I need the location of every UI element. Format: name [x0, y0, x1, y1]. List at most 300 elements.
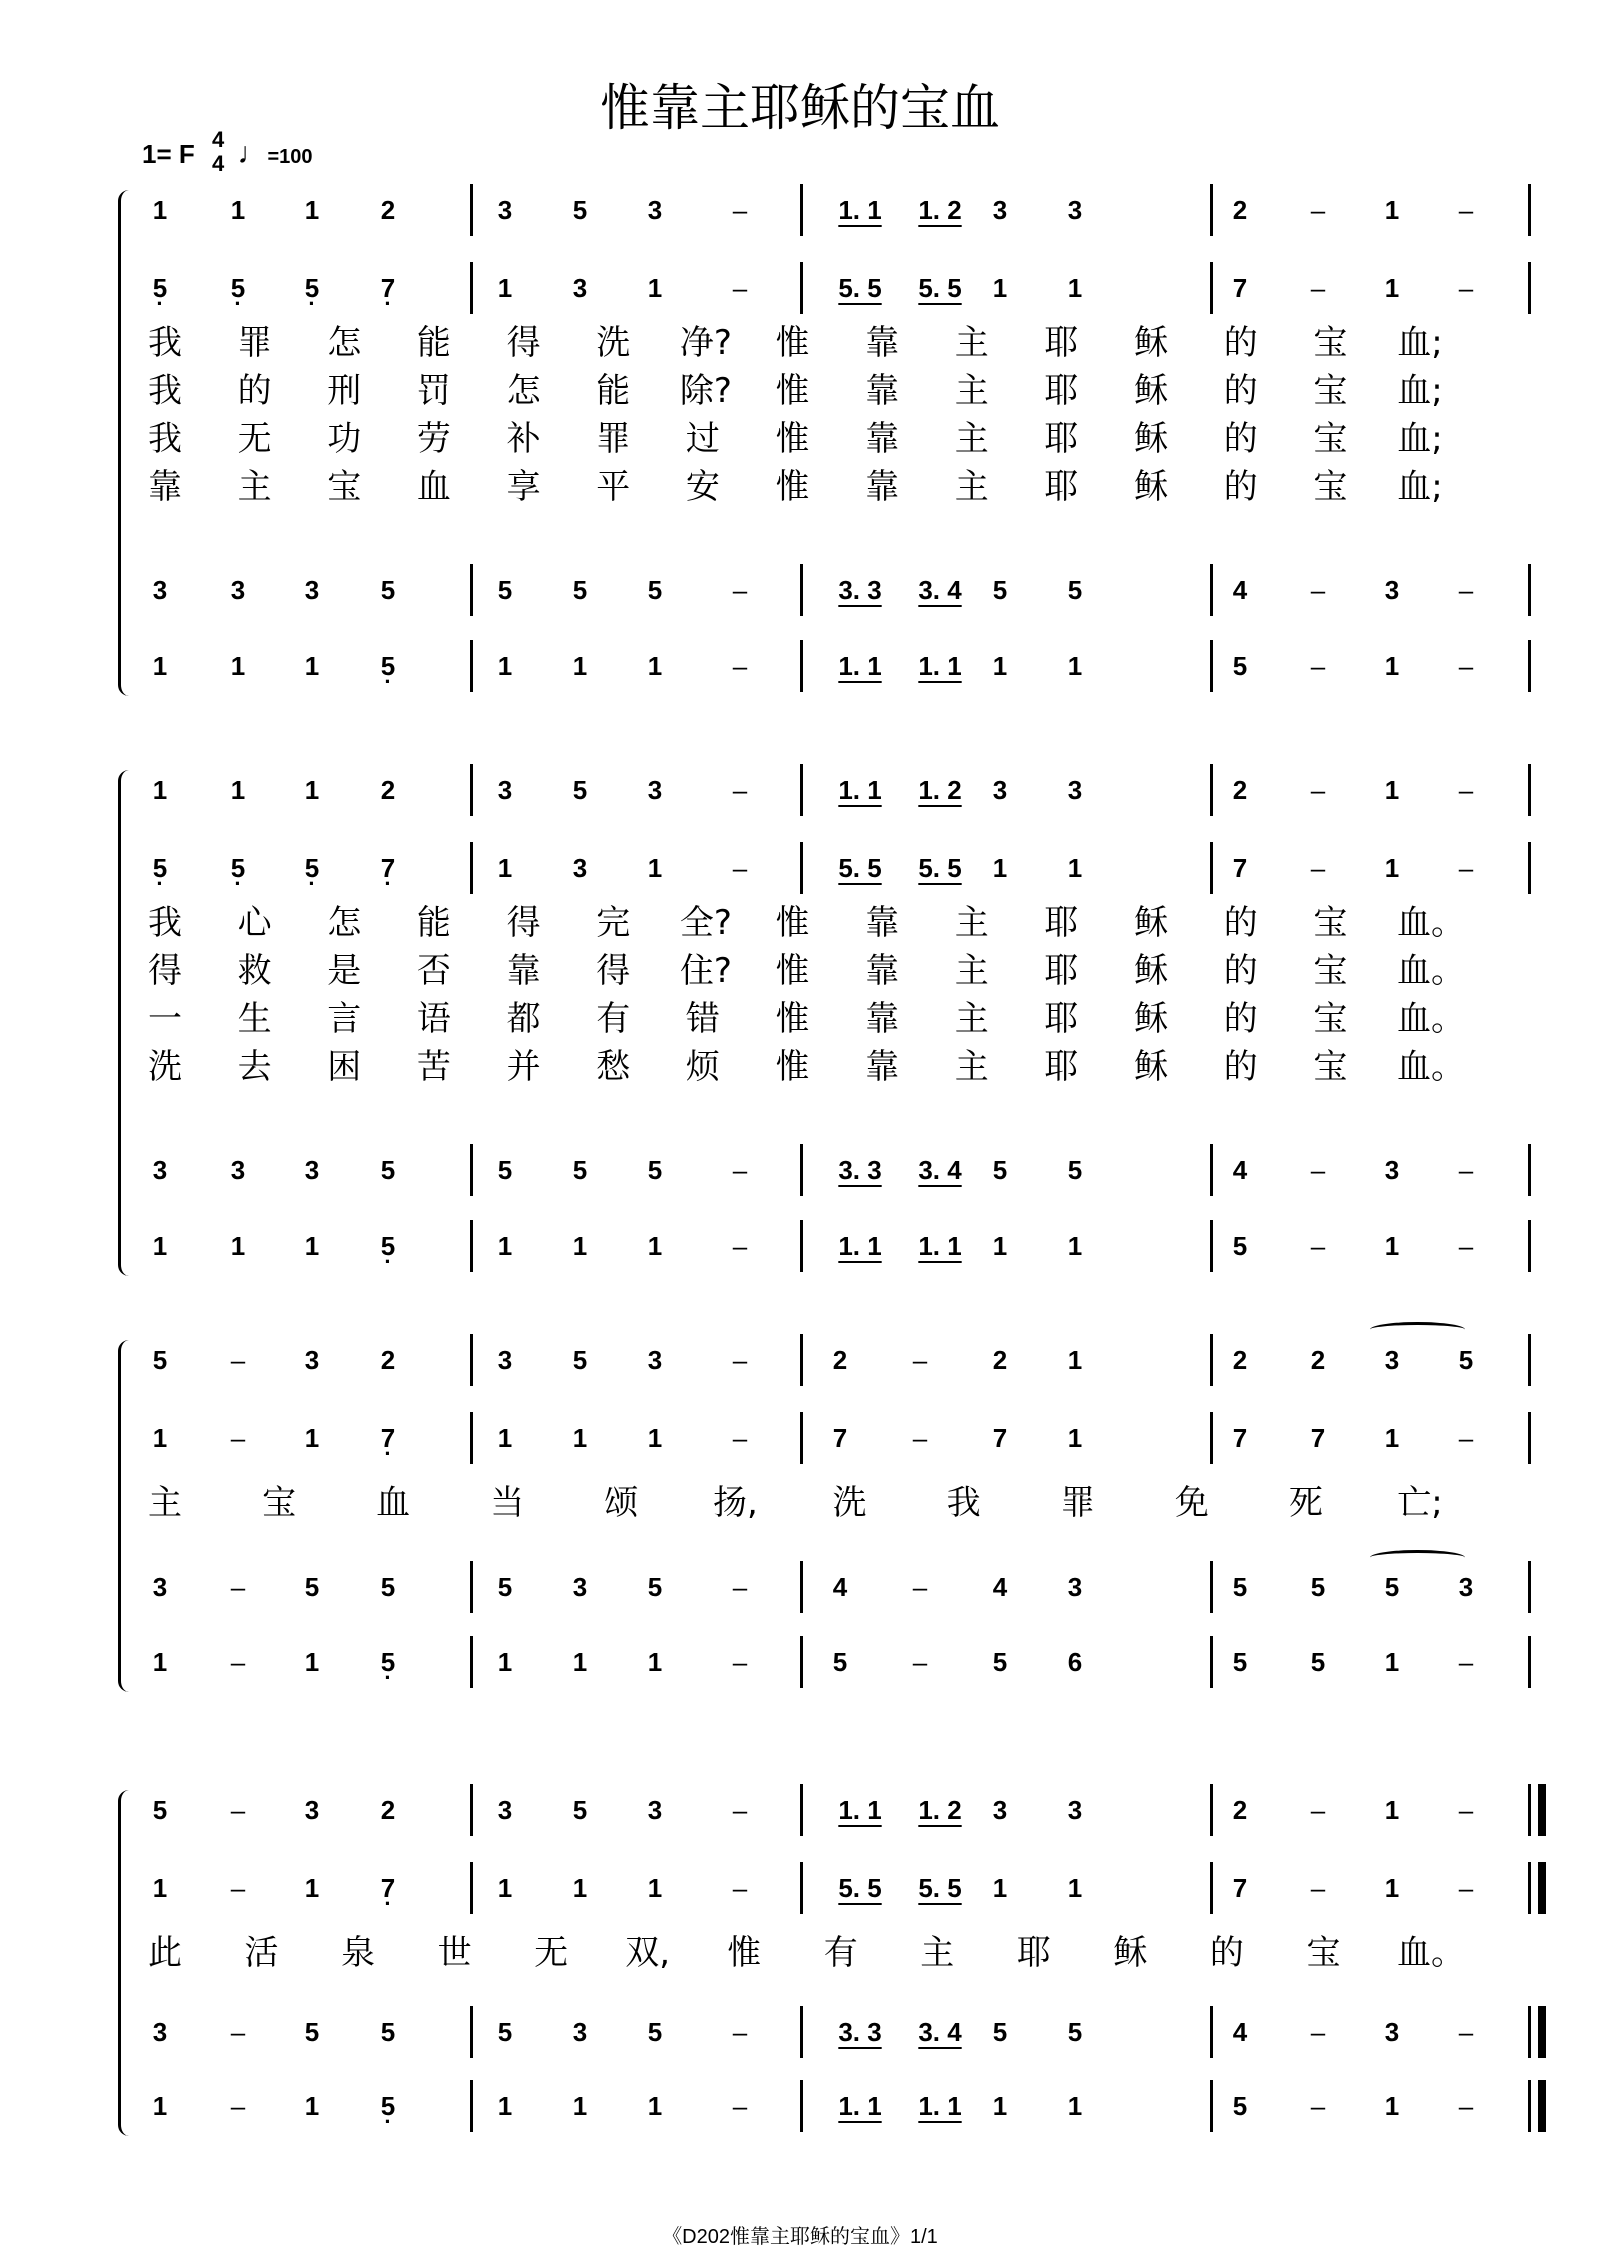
note: 1 — [304, 651, 320, 681]
note: 7 — [1232, 853, 1248, 883]
note: 5 · — [368, 1642, 408, 1682]
note: 3 — [1067, 1795, 1083, 1825]
note: 1 — [647, 651, 663, 681]
dash: – — [1458, 1155, 1474, 1185]
lyric-char: 靠 — [865, 1047, 900, 1087]
lyric-line-4 — [0, 1044, 1600, 1090]
note: 3 — [572, 273, 588, 303]
note: 1 — [1384, 1423, 1400, 1453]
lyric-char: 靠 — [865, 419, 900, 459]
final-barline — [1528, 1784, 1531, 1836]
note: 5 · — [368, 2086, 408, 2126]
note: 1 — [152, 1647, 168, 1677]
lyric-char: 的 — [1223, 903, 1258, 943]
dash: – — [732, 1155, 748, 1185]
stave-3 — [0, 1567, 1600, 1607]
barline — [800, 1334, 803, 1386]
lyric-char: 净? — [679, 323, 732, 363]
slur — [1370, 1322, 1465, 1337]
lyric-char: 颂 — [604, 1483, 639, 1523]
lyric-char: 惟 — [775, 323, 810, 363]
lyric-char: 主 — [920, 1933, 955, 1973]
lyric-char: 稣 — [1134, 419, 1169, 459]
note: 3 — [304, 1795, 320, 1825]
dash: – — [1458, 195, 1474, 225]
note: 5 — [647, 575, 663, 605]
note: 1 — [572, 1423, 588, 1453]
time-signature — [212, 128, 224, 176]
note: 1 — [497, 1647, 513, 1677]
barline — [800, 1784, 803, 1836]
dash: – — [1310, 2091, 1326, 2121]
lyric-char: 惟 — [775, 371, 810, 411]
note: 3 — [572, 2017, 588, 2047]
dash: – — [1310, 1155, 1326, 1185]
lyric-char: 稣 — [1113, 1933, 1148, 1973]
note: 5 — [1232, 1231, 1248, 1261]
lyric-char: 劳 — [416, 419, 451, 459]
lyric-char: 有 — [823, 1933, 858, 1973]
lyric-char: 耶 — [1044, 467, 1079, 507]
note: 5 — [1310, 1647, 1326, 1677]
lyric-char: 去 — [237, 1047, 272, 1087]
final-barline-thick — [1538, 2080, 1546, 2132]
note: 5. 5 — [918, 1873, 962, 1903]
lyric-char: 稣 — [1134, 467, 1169, 507]
note: 1 — [1384, 853, 1400, 883]
barline — [800, 1412, 803, 1464]
note: 5 — [380, 575, 396, 605]
final-barline — [1528, 1862, 1531, 1914]
stave-4 — [0, 646, 1600, 686]
note: 5 — [832, 1647, 848, 1677]
lyric-char: 耶 — [1044, 1047, 1079, 1087]
note: 1 — [647, 273, 663, 303]
lyric-char: 主 — [954, 1047, 989, 1087]
note: 5 — [152, 1795, 168, 1825]
note: 3 — [1458, 1572, 1474, 1602]
lyric-char: 血 — [416, 467, 451, 507]
barline — [1528, 1220, 1531, 1272]
stave-4 — [0, 2086, 1600, 2126]
tempo: =100 — [267, 145, 313, 168]
note: 3 — [992, 195, 1008, 225]
note: 1 — [304, 1423, 320, 1453]
barline — [1210, 1412, 1213, 1464]
barline — [800, 1636, 803, 1688]
note: 5 — [572, 1155, 588, 1185]
lyric-char: 过 — [685, 419, 720, 459]
lyric-char: 救 — [237, 951, 272, 991]
dash: – — [732, 651, 748, 681]
lyric-char: 血; — [1397, 371, 1443, 411]
dash: – — [732, 1231, 748, 1261]
lyric-char: 靠 — [865, 467, 900, 507]
dash: – — [1458, 1423, 1474, 1453]
note: 5 — [304, 2017, 320, 2047]
lyric-char: 稣 — [1134, 951, 1169, 991]
note: 1 — [230, 1231, 246, 1261]
dash: – — [1458, 2091, 1474, 2121]
lyric-char: 一 — [148, 999, 182, 1039]
note: 1 — [1067, 273, 1083, 303]
lyric-char: 生 — [237, 999, 272, 1039]
lyric-char: 亡; — [1397, 1483, 1443, 1523]
note: 3 — [497, 195, 513, 225]
barline — [1210, 1862, 1213, 1914]
lyric-char: 困 — [327, 1047, 362, 1087]
dash: – — [912, 1423, 928, 1453]
note: 5 — [572, 575, 588, 605]
note: 1. 1 — [918, 1231, 962, 1261]
barline — [470, 1334, 473, 1386]
note: 1 — [1384, 2091, 1400, 2121]
lyric-char: 主 — [954, 903, 989, 943]
lyric-char: 错 — [685, 999, 720, 1039]
lyric-char: 住? — [679, 951, 732, 991]
dash: – — [732, 1345, 748, 1375]
note: 1 — [1384, 651, 1400, 681]
note: 3 — [992, 775, 1008, 805]
note: 3. 4 — [918, 2017, 962, 2047]
dash: – — [1310, 1873, 1326, 1903]
lyric-char: 主 — [954, 371, 989, 411]
lyric-char: 怎 — [327, 323, 362, 363]
note: 7 · — [368, 848, 408, 888]
note: 1 — [230, 195, 246, 225]
note: 3 — [1384, 575, 1400, 605]
lyric-char: 世 — [437, 1933, 472, 1973]
note: 2 — [380, 1795, 396, 1825]
lyric-char: 宝 — [1313, 999, 1348, 1039]
barline — [800, 1220, 803, 1272]
lyric-char: 罪 — [596, 419, 631, 459]
dash: – — [230, 1647, 246, 1677]
lyric-char: 言 — [327, 999, 362, 1039]
lyric-char: 罪 — [1060, 1483, 1095, 1523]
lyric-char: 有 — [596, 999, 631, 1039]
lyric-char: 稣 — [1134, 371, 1169, 411]
note: 5 · — [140, 268, 180, 308]
lyric-char: 耶 — [1044, 903, 1079, 943]
note: 1 — [992, 2091, 1008, 2121]
dash: – — [732, 853, 748, 883]
lyric-char: 活 — [244, 1933, 279, 1973]
note: 1 — [1384, 273, 1400, 303]
lyric-line-2 — [0, 948, 1600, 994]
note: 3 — [1067, 775, 1083, 805]
barline — [800, 1561, 803, 1613]
stave-2 — [0, 1868, 1600, 1908]
note: 5 — [1232, 651, 1248, 681]
key-tempo-line — [142, 127, 313, 180]
dash: – — [230, 2017, 246, 2047]
note: 1 — [304, 1231, 320, 1261]
note: 1 — [497, 651, 513, 681]
barline — [470, 2006, 473, 2058]
lyric-char: 主 — [954, 999, 989, 1039]
barline — [470, 1636, 473, 1688]
barline — [1210, 764, 1213, 816]
lyric-char: 靠 — [148, 467, 182, 507]
dash: – — [732, 1795, 748, 1825]
lyric-char: 血。 — [1397, 1047, 1465, 1087]
barline — [800, 184, 803, 236]
note: 1 — [497, 1873, 513, 1903]
note: 5 — [992, 1155, 1008, 1185]
dash: – — [1458, 1795, 1474, 1825]
note: 1 — [304, 775, 320, 805]
note: 1 — [1384, 1231, 1400, 1261]
barline — [1210, 1220, 1213, 1272]
lyric-char: 罪 — [237, 323, 272, 363]
dash: – — [1458, 575, 1474, 605]
note: 4 — [992, 1572, 1008, 1602]
lyric-char: 苦 — [416, 1047, 451, 1087]
barline — [470, 184, 473, 236]
key-signature: 1= F — [142, 138, 195, 169]
barline — [1210, 1561, 1213, 1613]
note: 1 — [152, 1423, 168, 1453]
note: 1 — [572, 651, 588, 681]
note: 2 — [1232, 775, 1248, 805]
lyric-char: 双, — [625, 1933, 671, 1973]
note: 3 — [647, 775, 663, 805]
lyric-char: 主 — [148, 1483, 182, 1523]
note: 1 — [1067, 2091, 1083, 2121]
note: 3 — [152, 2017, 168, 2047]
note: 5 — [992, 2017, 1008, 2047]
note: 1. 2 — [918, 1795, 962, 1825]
dash: – — [230, 1873, 246, 1903]
note: 5 — [1458, 1345, 1474, 1375]
lyric-char: 得 — [506, 903, 541, 943]
lyric-char: 补 — [506, 419, 541, 459]
note: 7 · — [368, 1418, 408, 1458]
note: 3 — [1384, 1345, 1400, 1375]
lyric-char: 血 — [376, 1483, 411, 1523]
lyric-char: 宝 — [262, 1483, 297, 1523]
note: 1. 1 — [838, 1795, 882, 1825]
note: 4 — [832, 1572, 848, 1602]
barline — [1528, 262, 1531, 314]
note: 1. 1 — [838, 195, 882, 225]
note: 3. 3 — [838, 575, 882, 605]
dash: – — [732, 1647, 748, 1677]
lyric-char: 惟 — [775, 467, 810, 507]
lyric-char: 都 — [506, 999, 541, 1039]
dash: – — [732, 195, 748, 225]
note: 3 — [1067, 195, 1083, 225]
note: 7 — [1232, 1423, 1248, 1453]
lyric-line-3 — [0, 996, 1600, 1042]
note: 5 — [572, 775, 588, 805]
note: 7 — [1232, 273, 1248, 303]
note: 4 — [1232, 2017, 1248, 2047]
dash: – — [732, 1873, 748, 1903]
dash: – — [230, 1423, 246, 1453]
lyric-char: 能 — [596, 371, 631, 411]
barline — [1210, 2080, 1213, 2132]
lyric-char: 得 — [148, 951, 182, 991]
lyric-char: 泉 — [341, 1933, 376, 1973]
note: 5. 5 — [918, 853, 962, 883]
note: 5 — [497, 2017, 513, 2047]
lyric-char: 洗 — [596, 323, 631, 363]
barline — [1210, 842, 1213, 894]
note: 1 — [647, 853, 663, 883]
lyric-char: 血。 — [1397, 999, 1465, 1039]
barline — [470, 842, 473, 894]
note: 1 — [572, 2091, 588, 2121]
barline — [1210, 262, 1213, 314]
lyric-char: 血; — [1397, 467, 1443, 507]
note: 2 — [380, 195, 396, 225]
note: 1 — [152, 775, 168, 805]
lyric-char: 我 — [946, 1483, 981, 1523]
note: 3 — [1067, 1572, 1083, 1602]
note: 1 — [152, 651, 168, 681]
dash: – — [230, 1795, 246, 1825]
lyric-char: 靠 — [865, 323, 900, 363]
note: 1 — [992, 273, 1008, 303]
note: 5 — [647, 2017, 663, 2047]
lyric-char: 能 — [416, 903, 451, 943]
note: 7 · — [368, 268, 408, 308]
lyric-char: 怎 — [327, 903, 362, 943]
barline — [1528, 1144, 1531, 1196]
dash: – — [1310, 853, 1326, 883]
dash: – — [912, 1345, 928, 1375]
stave-2 — [0, 848, 1600, 888]
stave-4 — [0, 1226, 1600, 1266]
note: 5 — [572, 1345, 588, 1375]
lyric-char: 的 — [1223, 951, 1258, 991]
lyric-char: 血。 — [1397, 1933, 1465, 1973]
lyric-char: 的 — [1209, 1933, 1244, 1973]
lyric-char: 免 — [1174, 1483, 1209, 1523]
note: 1. 1 — [838, 651, 882, 681]
note: 1 — [1067, 1423, 1083, 1453]
lyric-char: 血。 — [1397, 951, 1465, 991]
lyric-char: 耶 — [1044, 999, 1079, 1039]
note: 1 — [497, 853, 513, 883]
lyric-char: 靠 — [865, 903, 900, 943]
note: 5 · — [292, 268, 332, 308]
lyric-line-1 — [0, 1480, 1600, 1526]
note: 7 — [1310, 1423, 1326, 1453]
note: 3 — [647, 1795, 663, 1825]
note: 2 — [1310, 1345, 1326, 1375]
barline — [1210, 2006, 1213, 2058]
barline — [1210, 640, 1213, 692]
note: 6 — [1067, 1647, 1083, 1677]
note: 1 — [1067, 853, 1083, 883]
final-barline-thick — [1538, 1862, 1546, 1914]
barline — [470, 1784, 473, 1836]
dash: – — [1458, 651, 1474, 681]
lyric-char: 耶 — [1044, 323, 1079, 363]
note: 3. 4 — [918, 1155, 962, 1185]
note: 7 — [832, 1423, 848, 1453]
dash: – — [230, 1345, 246, 1375]
final-barline — [1528, 2006, 1531, 2058]
stave-3 — [0, 2012, 1600, 2052]
stave-1 — [0, 190, 1600, 230]
note: 5 · — [368, 1226, 408, 1266]
stave-1 — [0, 1340, 1600, 1380]
barline — [1210, 1636, 1213, 1688]
lyric-char: 的 — [1223, 999, 1258, 1039]
note: 1 — [572, 1873, 588, 1903]
note: 5. 5 — [838, 853, 882, 883]
time-bottom: 4 — [211, 151, 225, 176]
lyric-line-1 — [0, 320, 1600, 366]
note: 3 — [1384, 2017, 1400, 2047]
dash: – — [732, 775, 748, 805]
lyric-char: 耶 — [1044, 371, 1079, 411]
barline — [1210, 184, 1213, 236]
lyric-char: 语 — [416, 999, 451, 1039]
lyric-char: 能 — [416, 323, 451, 363]
lyric-char: 靠 — [506, 951, 541, 991]
barline — [800, 764, 803, 816]
lyric-char: 除? — [679, 371, 732, 411]
note: 1 — [647, 1647, 663, 1677]
note: 5 · — [218, 268, 258, 308]
barline — [800, 1144, 803, 1196]
note: 5 — [647, 1155, 663, 1185]
barline — [800, 2006, 803, 2058]
note: 5 — [1067, 1155, 1083, 1185]
note: 3 — [992, 1795, 1008, 1825]
lyric-char: 宝 — [1306, 1933, 1341, 1973]
dash: – — [230, 2091, 246, 2121]
note: 1. 1 — [918, 2091, 962, 2121]
lyric-char: 愁 — [596, 1047, 631, 1087]
note: 1 — [304, 1647, 320, 1677]
dash: – — [1310, 195, 1326, 225]
final-barline-thick — [1538, 2006, 1546, 2058]
note: 5 · — [218, 848, 258, 888]
barline — [1210, 1334, 1213, 1386]
note: 3 — [572, 1572, 588, 1602]
note: 1 — [230, 775, 246, 805]
song-title: 惟靠主耶稣的宝血 — [600, 79, 1000, 137]
note: 3 — [647, 1345, 663, 1375]
note: 3. 3 — [838, 2017, 882, 2047]
note: 1 — [992, 853, 1008, 883]
barline — [1528, 1636, 1531, 1688]
lyric-char: 的 — [1223, 1047, 1258, 1087]
barline — [470, 564, 473, 616]
note: 7 · — [368, 1868, 408, 1908]
lyric-char: 无 — [237, 419, 272, 459]
barline — [470, 640, 473, 692]
note: 2 — [380, 1345, 396, 1375]
note: 1 — [497, 273, 513, 303]
barline — [800, 842, 803, 894]
note: 5 — [1232, 1572, 1248, 1602]
note: 3. 3 — [838, 1155, 882, 1185]
note: 2 — [380, 775, 396, 805]
lyric-char: 惟 — [775, 999, 810, 1039]
barline — [470, 262, 473, 314]
lyric-char: 此 — [148, 1933, 182, 1973]
note: 3 — [1384, 1155, 1400, 1185]
lyric-char: 罚 — [416, 371, 451, 411]
lyric-char: 全? — [679, 903, 732, 943]
